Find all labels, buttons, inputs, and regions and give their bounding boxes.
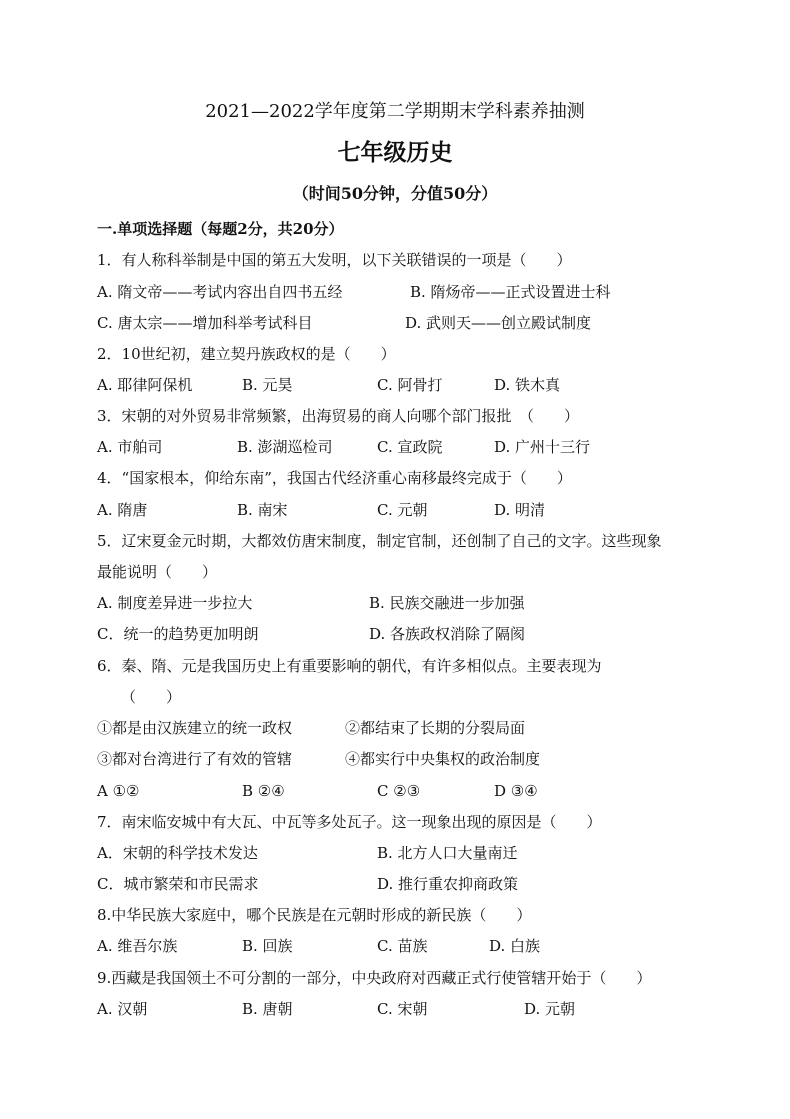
question-5-option-b: B. 民族交融进一步加强 [369,594,525,612]
question-5-option-d: D. 各族政权消除了隔阂 [369,625,526,643]
question-3-option-a: A. 市舶司 [97,438,163,456]
question-9-option-a: A. 汉朝 [97,1000,148,1018]
question-2-option-a: A. 耶律阿保机 [97,376,193,394]
question-3-stem: 3．宋朝的对外贸易非常频繁，出海贸易的商人向哪个部门报批 （ ） [97,407,580,425]
question-3-option-b: B. 澎湖巡检司 [237,438,333,456]
question-4-option-c: C. 元朝 [377,501,428,519]
question-1-option-c: C. 唐太宗——增加科举考试科目 [97,314,313,332]
question-8-stem: 8.中华民族大家庭中，哪个民族是在元朝时形成的新民族（ ） [97,906,532,924]
question-6-statement-2: ②都结束了长期的分裂局面 [345,719,526,737]
question-7-option-d: D. 推行重农抑商政策 [377,875,519,893]
question-4-option-a: A. 隋唐 [97,501,148,519]
question-2-option-b: B. 元昊 [242,376,293,394]
question-3-option-d: D. 广州十三行 [494,438,591,456]
question-7-option-c: C．城市繁荣和市民需求 [97,875,259,893]
question-4-option-d: D. 明清 [494,501,546,519]
question-1-option-a: A. 隋文帝——考试内容出自四书五经 [97,283,343,301]
question-6-option-d: D ③④ [494,782,538,800]
question-9-stem: 9.西藏是我国领土不可分割的一部分，中央政府对西藏正式行使管辖开始于（ ） [97,969,652,987]
question-7-stem: 7．南宋临安城中有大瓦、中瓦等多处瓦子。这一现象出现的原因是（ ） [97,813,602,831]
question-9-option-b: B. 唐朝 [242,1000,293,1018]
question-4-option-b: B. 南宋 [237,501,288,519]
question-1-option-b: B. 隋炀帝——正式设置进士科 [410,283,611,301]
question-6-option-c: C ②③ [377,782,421,800]
question-6-option-a: A ①② [97,782,140,800]
question-5-option-a: A. 制度差异进一步拉大 [97,594,253,612]
question-6-statement-1: ①都是由汉族建立的统一政权 [97,719,293,737]
subject-title: 七年级历史 [337,139,453,166]
question-2-stem: 2．10世纪初，建立契丹族政权的是（ ） [97,345,396,363]
question-6-stem-continued: （ ） [121,688,182,706]
question-6-stem: 6．秦、隋、元是我国历史上有重要影响的朝代，有许多相似点。主要表现为 [97,657,602,675]
question-1-option-d: D. 武则天——创立殿试制度 [405,314,592,332]
question-8-option-b: B. 回族 [242,937,293,955]
question-9-option-d: D. 元朝 [524,1000,576,1018]
question-7-option-b: B. 北方人口大量南迁 [377,844,518,862]
question-3-option-c: C. 宣政院 [377,438,443,456]
section-heading: 一.单项选择题（每题2分，共20分） [97,220,344,238]
question-7-option-a: A．宋朝的科学技术发达 [97,844,258,862]
question-5-stem-continued: 最能说明（ ） [97,563,218,581]
question-9-option-c: C. 宋朝 [377,1000,428,1018]
question-4-stem: 4．“国家根本，仰给东南”，我国古代经济重心南移最终完成于（ ） [97,469,572,487]
question-2-option-d: D. 铁木真 [494,376,561,394]
question-5-option-c: C．统一的趋势更加明朗 [97,625,259,643]
question-2-option-c: C. 阿骨打 [377,376,443,394]
question-8-option-d: D. 白族 [489,937,541,955]
question-1-stem: 1．有人称科举制是中国的第五大发明，以下关联错误的一项是（ ） [97,251,572,269]
question-6-option-b: B ②④ [242,782,285,800]
exam-title: 2021—2022学年度第二学期期末学科素养抽测 [205,101,585,122]
question-8-option-c: C. 苗族 [377,937,428,955]
question-6-statement-3: ③都对台湾进行了有效的管辖 [97,750,293,768]
question-8-option-a: A. 维吾尔族 [97,937,178,955]
question-5-stem: 5．辽宋夏金元时期，大都效仿唐宋制度，制定官制，还创制了自己的文字。这些现象 [97,532,662,550]
question-6-statement-4: ④都实行中央集权的政治制度 [345,750,541,768]
time-info: （时间50分钟，分值50分） [292,184,498,203]
